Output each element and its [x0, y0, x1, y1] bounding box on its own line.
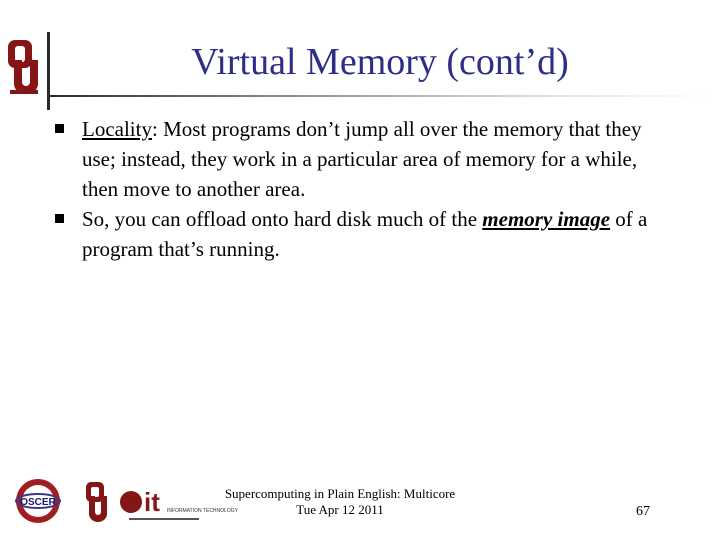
- bullet-list: [55, 114, 655, 264]
- square-bullet-icon: [55, 124, 64, 133]
- offload-text-after: of a program that’s running.: [82, 207, 648, 261]
- bullet-item-locality: [55, 114, 655, 204]
- footer-date: Tue Apr 12 2011: [296, 502, 384, 517]
- title-horizontal-rule: [47, 95, 712, 97]
- slide-title: Virtual Memory (cont’d): [191, 41, 569, 83]
- footer-course-title: Supercomputing in Plain English: Multicore: [224, 486, 456, 501]
- page-number: 67: [636, 504, 650, 519]
- locality-term: Locality: [82, 117, 152, 141]
- sponsor-logos: [14, 476, 238, 526]
- it-logo-caption: INFORMATION TECHNOLOGY: [167, 508, 238, 514]
- memory-image-term: memory image: [482, 207, 611, 231]
- it-logo-text: it: [144, 487, 160, 517]
- slide-footer: [180, 486, 500, 518]
- title-vertical-rule: [47, 32, 50, 110]
- ou-logo-icon: [6, 38, 42, 96]
- bullet-item-offload: [55, 204, 655, 264]
- oscer-logo-text: OSCER: [20, 497, 56, 508]
- oscer-logo-icon: [16, 479, 60, 523]
- square-bullet-icon: [55, 214, 64, 223]
- locality-text: : Most programs don’t jump all over the memory that they use; instead, they work in a particular area of memory for a while, then move to another area.: [82, 117, 642, 201]
- offload-text-before: So, you can offload onto hard disk much of the: [82, 207, 483, 231]
- ou-monogram-icon: [86, 482, 107, 522]
